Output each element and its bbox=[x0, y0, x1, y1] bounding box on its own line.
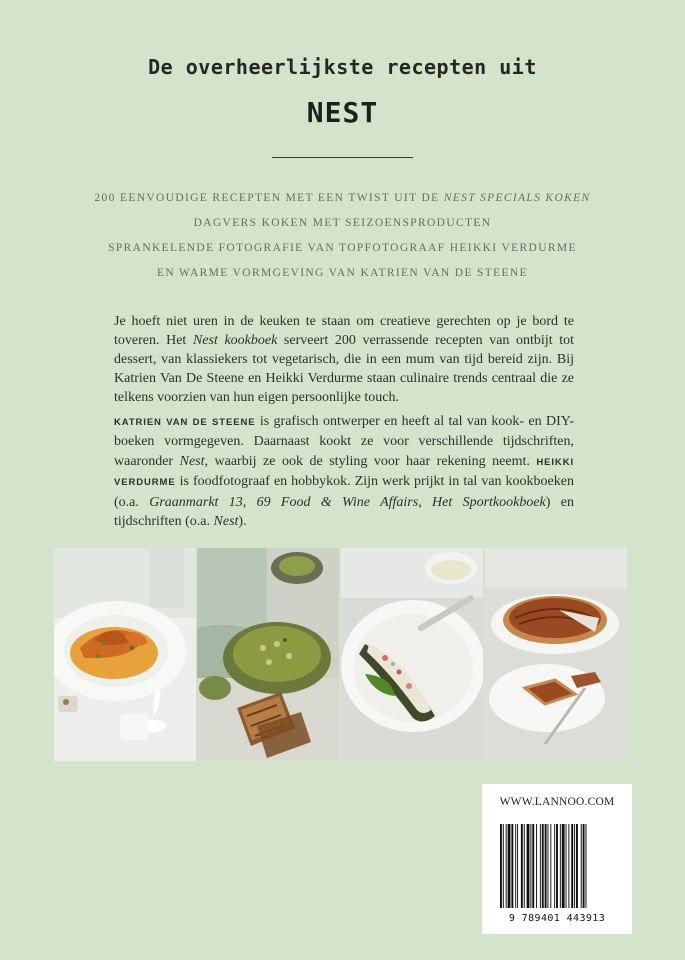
barcode-bar bbox=[521, 824, 523, 908]
feature-list bbox=[0, 186, 685, 286]
barcode-bar bbox=[562, 824, 565, 908]
pecan-tart-photo bbox=[485, 548, 627, 761]
barcode-bar bbox=[556, 824, 558, 908]
barcode-bar bbox=[568, 824, 569, 908]
barcode-bar bbox=[500, 824, 502, 908]
barcode-bar bbox=[511, 824, 513, 908]
barcode-bar bbox=[548, 824, 549, 908]
barcode-bar bbox=[576, 824, 578, 908]
barcode-bar bbox=[524, 824, 525, 908]
barcode-bar bbox=[545, 824, 547, 908]
barcode-bar bbox=[581, 824, 582, 908]
barcode-bar bbox=[536, 824, 537, 908]
barcode-bar bbox=[540, 824, 541, 908]
barcode-bar bbox=[560, 824, 561, 908]
publisher-url: WWW.LANNOO.COM bbox=[499, 796, 615, 808]
intro-paragraph: Je hoeft niet uren in de keuken te staan om creatieve gerechten op je bord te toveren. Het Nest kookboek serveert 200 verrassende recepten van ontbijt tot dessert, van klassiekers tot vegetarisch, die in een mum van tijd bereid zijn. Bij Katrien Van De Steene en Heikki Verdurme staan culinaire trends centraal die ze telkens voorzien van hun eigen persoonlijke touch. bbox=[114, 314, 574, 405]
pumpkin-hummus-photo bbox=[54, 548, 196, 761]
soup-toast-photo bbox=[197, 548, 339, 761]
barcode-bar bbox=[571, 824, 573, 908]
barcode-bar bbox=[517, 824, 518, 908]
author-bio-paragraph: KATRIEN VAN DE STEENE is grafisch ontwerper en heeft al tal van kook- en DIY-boeken vormgegeven. Daarnaast kookt ze voor verschillende tijdschriften, waaronder Nest, waarbij ze ook de styling voor haar rekening neemt. HEIKKI VERDURME is foodfotograaf en hobbykok. Zijn werk prijkt in tal van kookboeken (o.a. Graanmarkt 13, 69 Food & Wine Affairs, Het Sportkookboek) en tijdschriften (o.a. Nest). bbox=[114, 414, 574, 530]
cover-subtitle: De overheerlijkste recepten uit bbox=[148, 55, 537, 79]
barcode-bar bbox=[554, 824, 555, 908]
barcode-panel bbox=[482, 784, 632, 934]
barcode-bar bbox=[532, 824, 534, 908]
barcode-bar bbox=[527, 824, 530, 908]
barcode-bar bbox=[530, 824, 531, 908]
barcode-bar bbox=[515, 824, 516, 908]
title-divider bbox=[272, 157, 413, 158]
feature-item: DAGVERS KOKEN MET SEIZOENSPRODUCTEN bbox=[193, 217, 492, 229]
isbn-number: 9 789401 443913 bbox=[508, 913, 606, 924]
barcode-bar bbox=[506, 824, 507, 908]
feature-item: SPRANKELENDE FOTOGRAFIE VAN TOPFOTOGRAAF HEIKKI VERDURME bbox=[108, 242, 577, 254]
stuffed-zucchini-photo bbox=[341, 548, 483, 761]
author-name-heikki: HEIKKI VERDURME bbox=[114, 456, 574, 489]
barcode-bar bbox=[566, 824, 567, 908]
author-name-katrien: KATRIEN VAN DE STEENE bbox=[114, 417, 256, 428]
barcode-bar bbox=[586, 824, 587, 908]
barcode-bar bbox=[542, 824, 544, 908]
cover-title: NEST bbox=[306, 96, 379, 129]
barcode-bar bbox=[574, 824, 575, 908]
barcode-bar bbox=[583, 824, 585, 908]
feature-item: EN WARME VORMGEVING VAN KATRIEN VAN DE STEENE bbox=[157, 267, 528, 279]
barcode-bar bbox=[550, 824, 551, 908]
feature-item: 200 EENVOUDIGE RECEPTEN MET EEN TWIST UIT DE NEST SPECIALS KOKEN bbox=[94, 192, 591, 204]
barcode-bar bbox=[503, 824, 504, 908]
isbn-barcode bbox=[500, 824, 614, 908]
barcode-bar bbox=[508, 824, 511, 908]
